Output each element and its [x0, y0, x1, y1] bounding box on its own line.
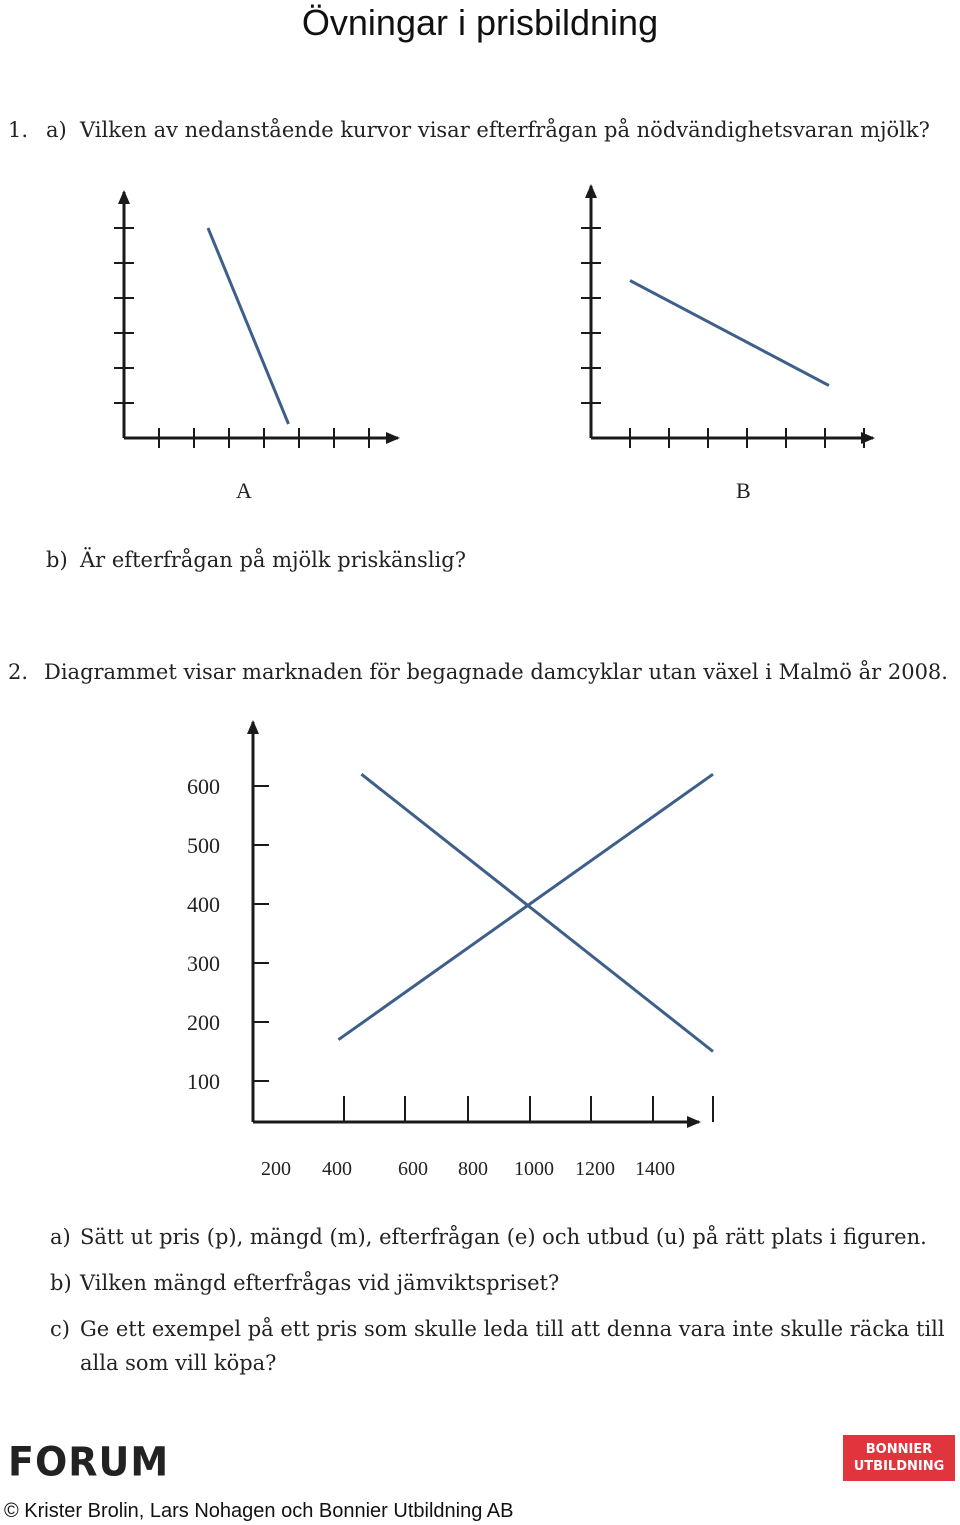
bonnier-logo	[843, 1435, 955, 1481]
q1-charts	[0, 0, 960, 560]
q1-a-text: Vilken av nedanstående kurvor visar efterfrågan på nödvändighetsvaran mjölk?	[80, 118, 930, 142]
chart-b-label: B	[736, 478, 751, 503]
y-tick-label: 200	[187, 1010, 220, 1035]
q2-a-text: Sätt ut pris (p), mängd (m), efterfrågan (e) och utbud (u) på rätt plats i figuren.	[80, 1225, 927, 1249]
x-tick-label: 1000	[514, 1158, 554, 1180]
x-tick-label: 200	[261, 1158, 291, 1180]
q1-b-letter: b)	[46, 548, 68, 572]
x-tick-label: 600	[398, 1158, 428, 1180]
y-tick-label: 100	[187, 1069, 220, 1094]
q2-text: Diagrammet visar marknaden för begagnade damcyklar utan växel i Malmö år 2008.	[44, 660, 948, 684]
q2-b-letter: b)	[50, 1271, 72, 1295]
bonnier-logo-line2: UTBILDNING	[853, 1459, 945, 1474]
page-title: Övningar i prisbildning	[301, 2, 659, 43]
x-tick-label: 1400	[635, 1158, 675, 1180]
chart-b	[581, 186, 873, 448]
market-chart	[187, 722, 713, 1180]
demand-curve	[208, 228, 289, 424]
y-tick-label: 300	[187, 951, 220, 976]
chart-a-label: A	[236, 478, 252, 503]
x-tick-label: 800	[458, 1158, 488, 1180]
q1-b-text: Är efterfrågan på mjölk priskänslig?	[80, 548, 466, 572]
q1-a-letter: a)	[46, 118, 67, 142]
q2-a-letter: a)	[50, 1225, 71, 1249]
x-tick-label: 400	[322, 1158, 352, 1180]
demand-line	[361, 774, 713, 1051]
q2-number: 2.	[8, 660, 29, 684]
q2-b-text: Vilken mängd efterfrågas vid jämviktspriset?	[80, 1271, 560, 1295]
q2-c-letter: c)	[50, 1317, 70, 1341]
q1-number: 1.	[8, 118, 29, 142]
q2-c-text-line2: alla som vill köpa?	[80, 1351, 277, 1375]
q2-c-text-line1: Ge ett exempel på ett pris som skulle leda till att denna vara inte skulle räcka till	[80, 1317, 945, 1341]
x-tick-label: 1200	[575, 1158, 615, 1180]
y-tick-label: 500	[187, 833, 220, 858]
bonnier-logo-line1: BONNIER	[865, 1442, 933, 1457]
demand-curve	[630, 281, 829, 386]
copyright-footer: © Krister Brolin, Lars Nohagen och Bonnier Utbildning AB	[4, 1500, 514, 1522]
supply-line	[338, 774, 713, 1039]
y-tick-label: 400	[187, 892, 220, 917]
forum-logo: FORUM	[8, 1438, 170, 1486]
y-tick-label: 600	[187, 774, 220, 799]
chart-a	[114, 192, 398, 448]
